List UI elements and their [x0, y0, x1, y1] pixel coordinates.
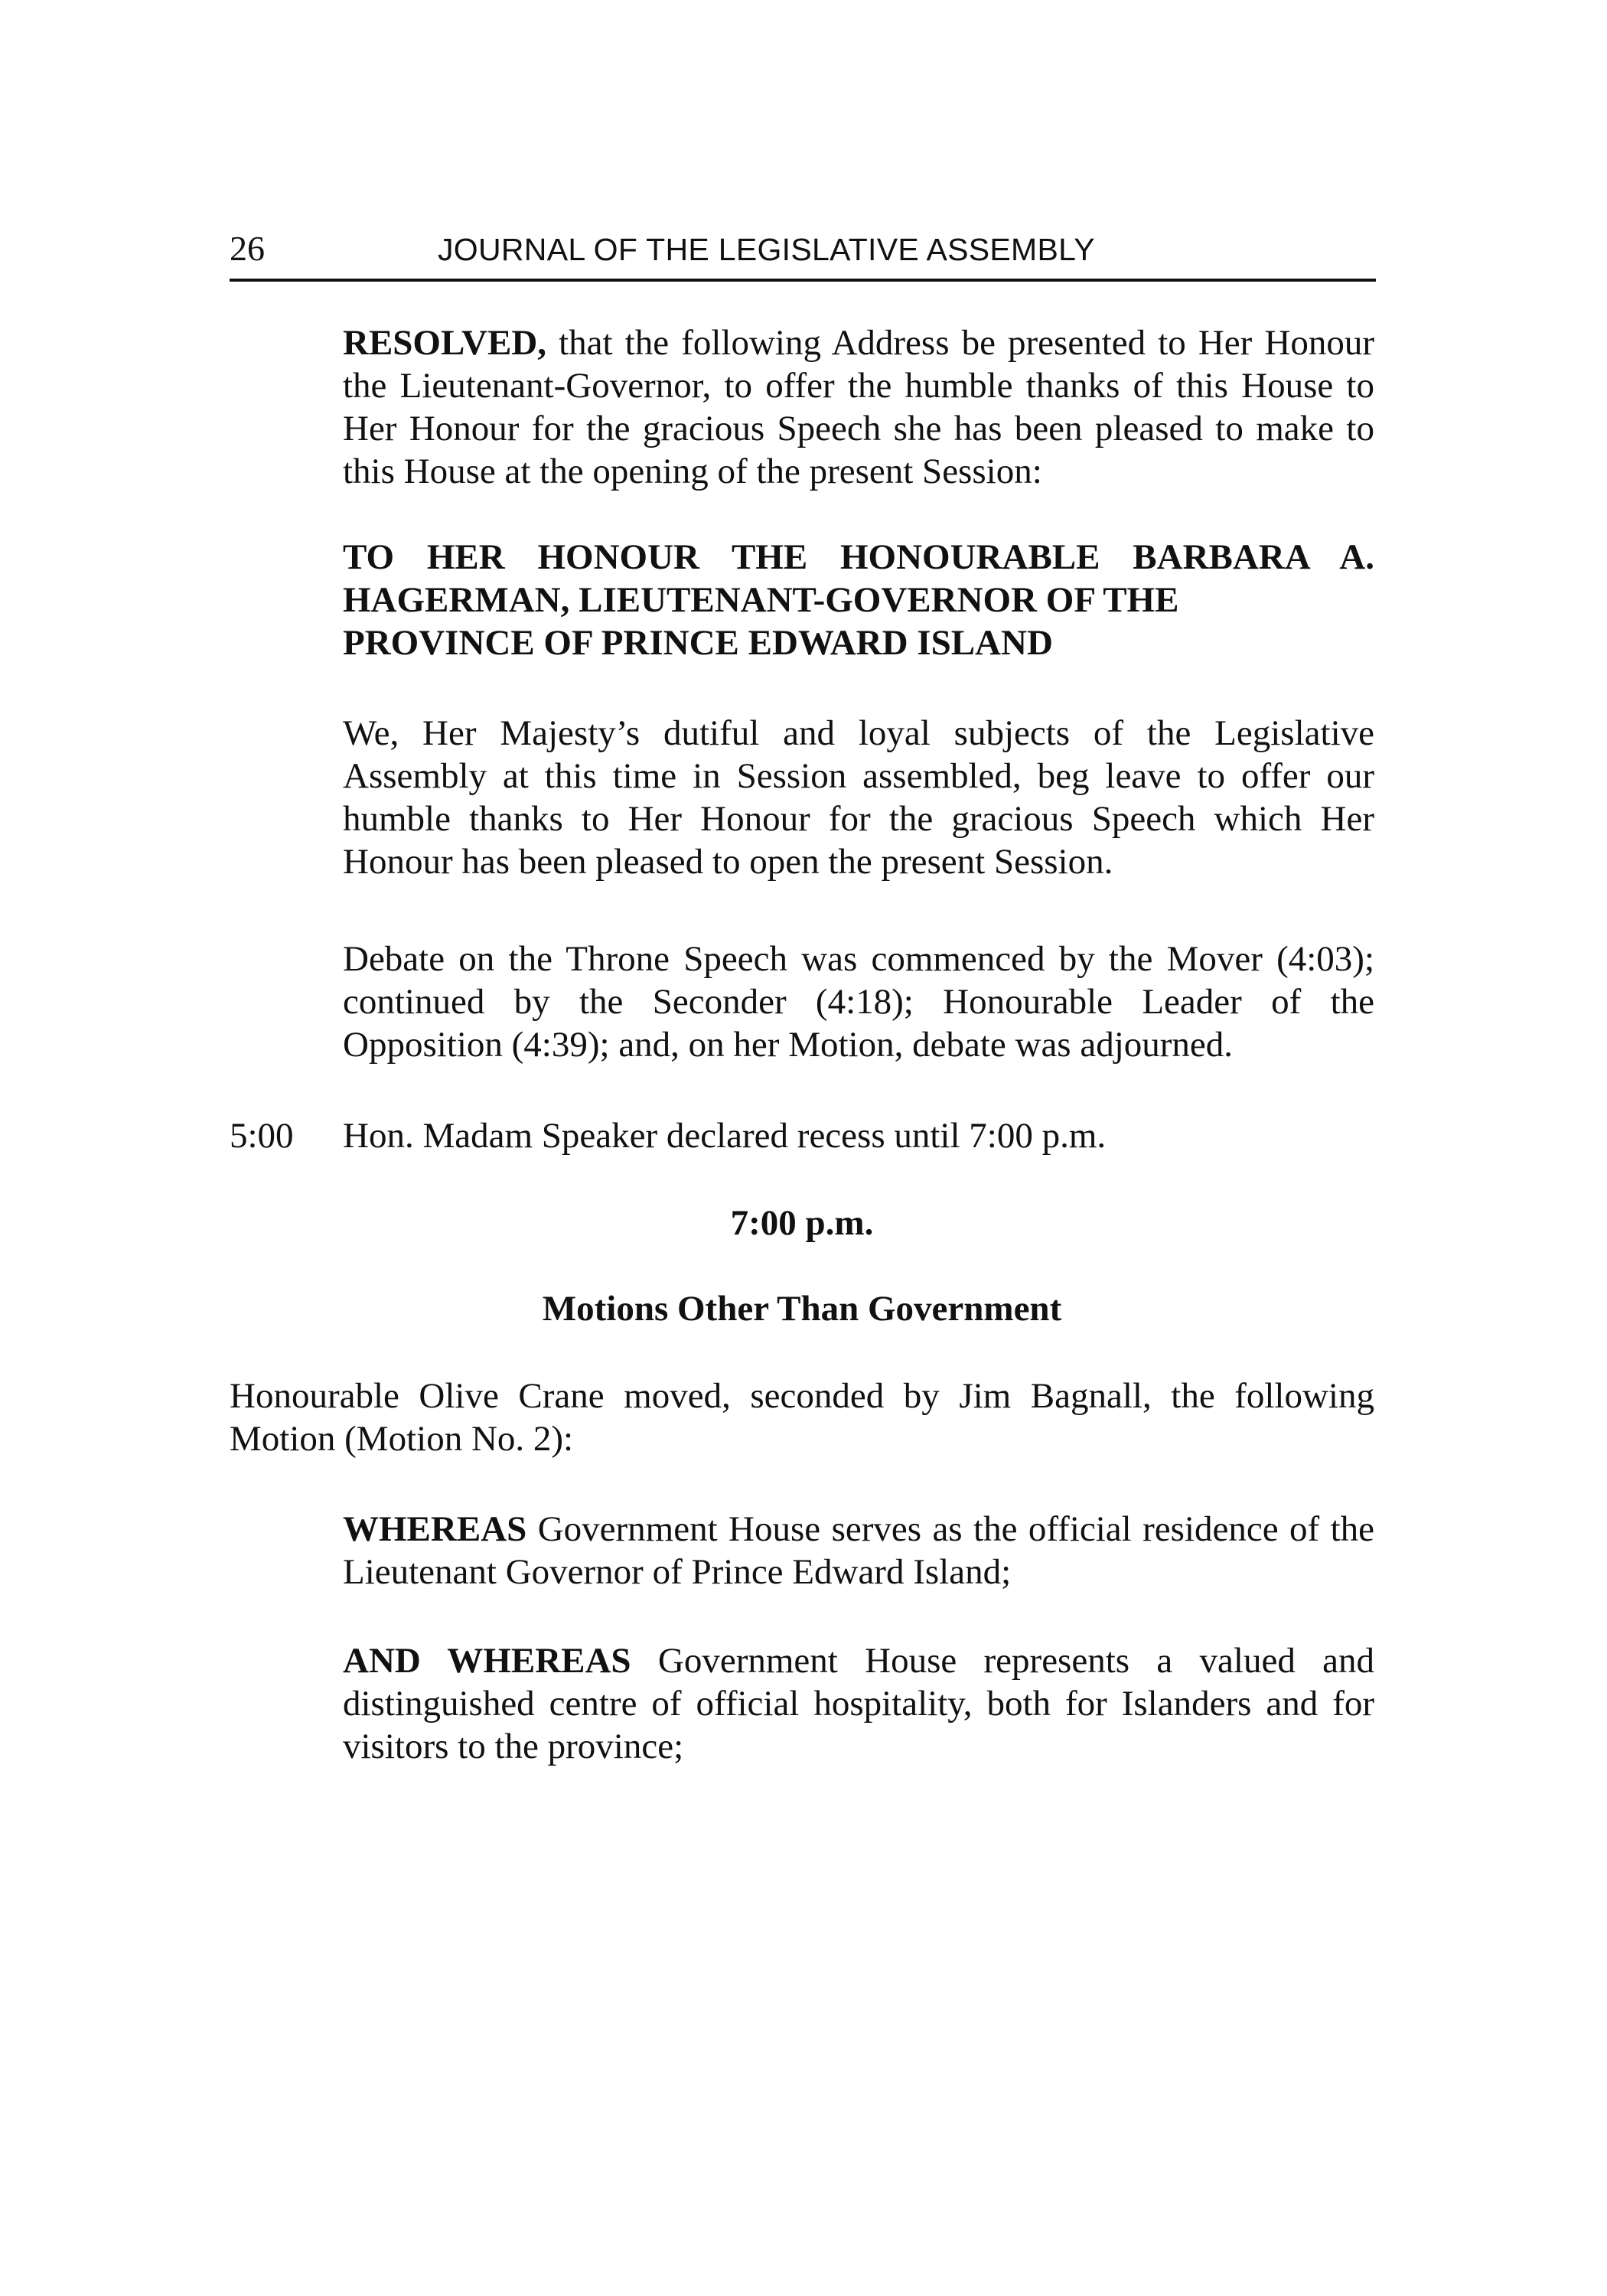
whereas-1-lead: WHEREAS	[343, 1509, 527, 1549]
whereas-clause-1	[343, 1508, 1374, 1593]
resolved-text: that the following Address be presented to Her Honour the Lieutenant-Governor, to offer the humble thanks of this House to Her Honour for the gracious Speech she has been pleased to make to this House at the opening of the present Session:	[343, 323, 1374, 491]
resolved-paragraph	[343, 321, 1374, 493]
address-body-paragraph: We, Her Majesty’s dutiful and loyal subjects of the Legislative Assembly at this time in Session assembled, beg leave to offer our humble thanks to Her Honour for the gracious Speech which Her Honour has been pleased to open the present Session.	[343, 713, 1374, 882]
debate-paragraph: Debate on the Throne Speech was commenced by the Mover (4:03); continued by the Seconder (4:18); Honourable Leader of the Opposition (4:39); and, on her Motion, debate was adjourned.	[343, 939, 1374, 1065]
address-title-line-1: TO HER HONOUR THE HONOURABLE BARBARA A.	[343, 537, 1374, 577]
page-header	[230, 223, 1376, 282]
whereas-2-lead: AND WHEREAS	[343, 1641, 631, 1681]
recess-text: Hon. Madam Speaker declared recess until 7:00 p.m.	[343, 1116, 1107, 1156]
page-number: 26	[230, 229, 265, 268]
address-title-line-3: PROVINCE OF PRINCE EDWARD ISLAND	[343, 623, 1053, 663]
whereas-clause-2	[343, 1639, 1374, 1768]
whereas-1-text: Government House serves as the official residence of the Lieutenant Governor of Prince Edward Island;	[343, 1509, 1374, 1592]
address-title-line-2: HAGERMAN, LIEUTENANT-GOVERNOR OF THE	[343, 580, 1179, 620]
address-title	[343, 536, 1374, 664]
whereas-2-text: Government House represents a valued and distinguished centre of official hospitality, both for Islanders and for visitors to the province;	[343, 1641, 1374, 1766]
section-heading: Motions Other Than Government	[542, 1289, 1062, 1329]
motion-intro-paragraph: Honourable Olive Crane moved, seconded by Jim Bagnall, the following Motion (Motion No. 2):	[230, 1376, 1374, 1459]
running-head: JOURNAL OF THE LEGISLATIVE ASSEMBLY	[438, 232, 1095, 267]
evening-time-heading: 7:00 p.m.	[730, 1203, 874, 1243]
recess-time: 5:00	[230, 1116, 294, 1156]
resolved-lead: RESOLVED,	[343, 323, 547, 363]
